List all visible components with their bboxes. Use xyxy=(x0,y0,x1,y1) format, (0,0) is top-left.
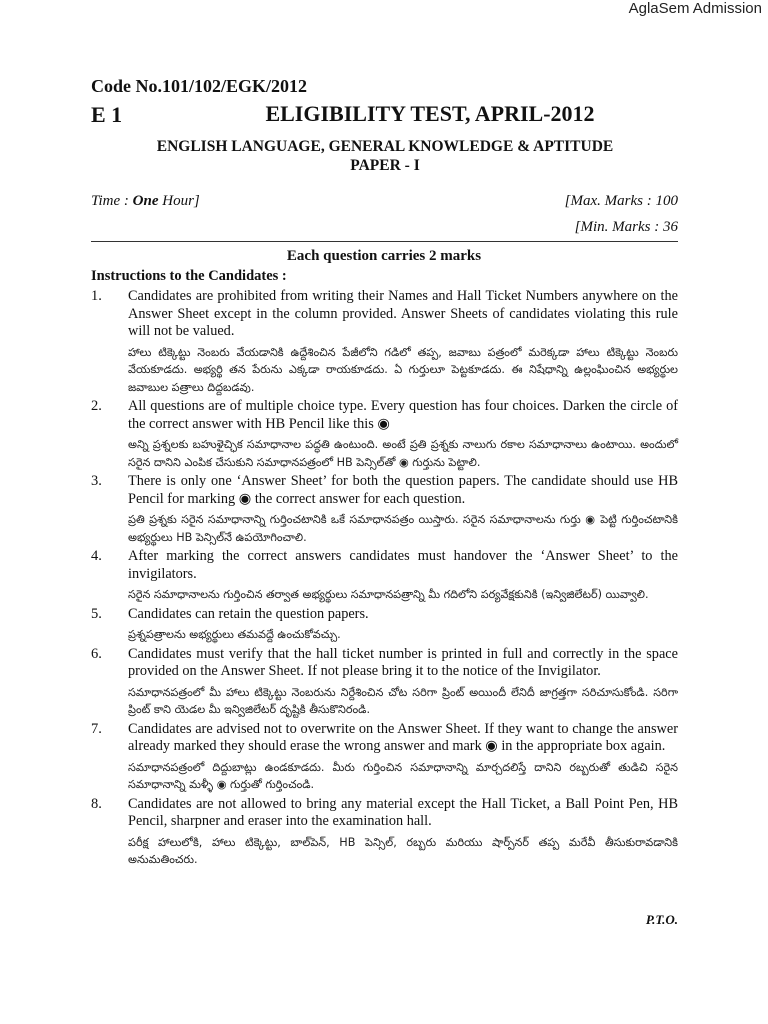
instruction-english: Candidates are advised not to overwrite on the Answer Sheet. If they want to change the answer already marked they should erase the wrong answer and mark ◉ in the appropriate box again. xyxy=(128,720,678,754)
instruction-item xyxy=(91,721,678,794)
instruction-english: Candidates are prohibited from writing their Names and Hall Ticket Numbers anywhere on the Answer Sheet except in the column provided. Answer Sheets of candidates violating this rule will not be valued. xyxy=(128,288,678,339)
instruction-telugu: ప్రతి ప్రశ్నకు సరైన సమాధానాన్ని గుర్తించటానికి ఒకే సమాధానపత్రం యిస్తారు. సరైన సమాధానాలను గుర్తు ◉ పెట్టి గుర్తించటానికి అభ్యర్థులు HB పెన్సిల్‌నే ఉపయోగించాలి. xyxy=(128,513,678,544)
instruction-english: There is only one ‘Answer Sheet’ for both the question papers. The candidate should use HB Pencil for marking ◉ the correct answer for each question. xyxy=(128,473,678,507)
pto-note: P.T.O. xyxy=(645,912,678,927)
divider xyxy=(91,241,678,242)
max-marks: [Max. Marks : 100 xyxy=(564,193,678,209)
min-marks: [Min. Marks : 36 xyxy=(574,219,678,235)
instruction-english: All questions are of multiple choice type. Every question has four choices. Darken the circle of the correct answer with HB Pencil like this ◉ xyxy=(128,398,678,432)
instruction-item xyxy=(91,796,678,869)
instruction-telugu: అన్ని ప్రశ్నలకు బహుళైచ్ఛిక సమాధానాల పద్ధతి ఉంటుంది. అంటే ప్రతి ప్రశ్నకు నాలుగు రకాల సమాధానాలు ఉంటాయి. అందులో సరైన దానిని ఎంపిక చేసుకుని సమాధానపత్రంలో HB పెన్సిల్‌తో ◉ గుర్తును పెట్టాలి. xyxy=(128,438,678,469)
instructions-list xyxy=(91,288,678,871)
instruction-number: 1. xyxy=(91,288,102,304)
page-title: ELIGIBILITY TEST, APRIL-2012 xyxy=(265,101,595,126)
subtitle-line-2: PAPER - I xyxy=(350,157,420,174)
instruction-number: 7. xyxy=(91,720,102,737)
instruction-number: 8. xyxy=(91,795,102,812)
instruction-item xyxy=(91,646,678,719)
instructions-heading: Instructions to the Candidates : xyxy=(91,268,287,284)
instruction-telugu: పరీక్ష హాలులోకి, హాలు టిక్కెట్టు, బాల్‌పెన్, HB పెన్సిల్, రబ్బరు మరియు షార్ప్‌నర్ తప్ప మరేవీ తీసుకురావడానికి అనుమతించరు. xyxy=(128,835,678,866)
instruction-number: 6. xyxy=(91,645,102,662)
time-allowed xyxy=(91,193,200,210)
paper-subtitle xyxy=(90,137,680,175)
instruction-item xyxy=(91,548,678,604)
instruction-telugu: సమాధానపత్రంలో దిద్దుబాట్లు ఉండకూడదు. మీరు గుర్తించిన సమాధానాన్ని మార్చదలిస్తే దానిని రబ్బరుతో తుడిచి సరైన సమాధానాన్ని మళ్ళీ ◉ గుర్తుతో గుర్తించండి. xyxy=(128,760,678,791)
instruction-english: Candidates must verify that the hall ticket number is printed in full and correctly in the space provided on the Answer Sheet. If not please bring it to the notice of the Invigilator. xyxy=(128,645,678,679)
instruction-telugu: సరైన సమాధానాలను గుర్తించిన తర్వాత అభ్యర్థులు సమాధానపత్రాన్ని మీ గదిలోని పర్యవేక్షకునికి (ఇన్విజిలేటర్) యివ్వాలి. xyxy=(128,588,649,601)
time-suffix: Hour] xyxy=(158,193,200,209)
instruction-telugu: ప్రశ్నపత్రాలను అభ్యర్థులు తమవద్దే ఉంచుకోవచ్చు. xyxy=(128,628,341,641)
subtitle-line-1: ENGLISH LANGUAGE, GENERAL KNOWLEDGE & APTITUDE xyxy=(156,138,614,155)
instruction-english: After marking the correct answers candidates must handover the ‘Answer Sheet’ to the invigilators. xyxy=(128,548,678,582)
instruction-telugu: సమాధానపత్రంలో మీ హాలు టిక్కెట్టు నెంబరును నిర్దేశించిన చోట సరిగా ప్రింట్ అయిందీ లేనిదీ జాగ్రత్తగా సరిచూసుకోండి. సరిగా ప్రింట్ కాని యెడల మీ ఇన్విజిలేటర్ దృష్టికి తీసుకొనిరండి. xyxy=(128,685,678,716)
time-prefix: Time : xyxy=(91,193,133,209)
instruction-item xyxy=(91,606,678,644)
set-code: E 1 xyxy=(91,102,123,127)
time-value: One xyxy=(132,193,159,209)
instruction-number: 2. xyxy=(91,398,102,414)
instruction-english: Candidates can retain the question papers. xyxy=(128,605,369,622)
instruction-english: Candidates are not allowed to bring any material except the Hall Ticket, a Ball Point Pen, HB Pencil, sharpner and eraser into the examination hall. xyxy=(128,795,678,829)
marks-note: Each question carries 2 marks xyxy=(286,248,482,264)
instruction-telugu: హాలు టిక్కెట్టు నెంబరు వేయడానికి ఉద్దేశించిన పేజీలోని గడిలో తప్ప, జవాబు పత్రంలో మరెక్కడా హాలు టిక్కెట్టు నెంబరు వేయకూడదు. అభ్యర్థి తన పేరును ఎక్కడా రాయకూడదు. ఏ గుర్తులూ పెట్టకూడదు. ఈ నిషేధాన్ని ఉల్లంఘించిన అభ్యర్థుల జవాబుల పత్రాలు దిద్దబడవు. xyxy=(128,345,678,394)
watermark: AglaSem Admission xyxy=(628,0,762,17)
instruction-item xyxy=(91,288,678,396)
instruction-item xyxy=(91,398,678,471)
instruction-number: 3. xyxy=(91,473,102,489)
instruction-number: 4. xyxy=(91,548,102,564)
instruction-item xyxy=(91,473,678,546)
instruction-number: 5. xyxy=(91,605,102,622)
code-number: Code No.101/102/EGK/2012 xyxy=(91,76,308,96)
